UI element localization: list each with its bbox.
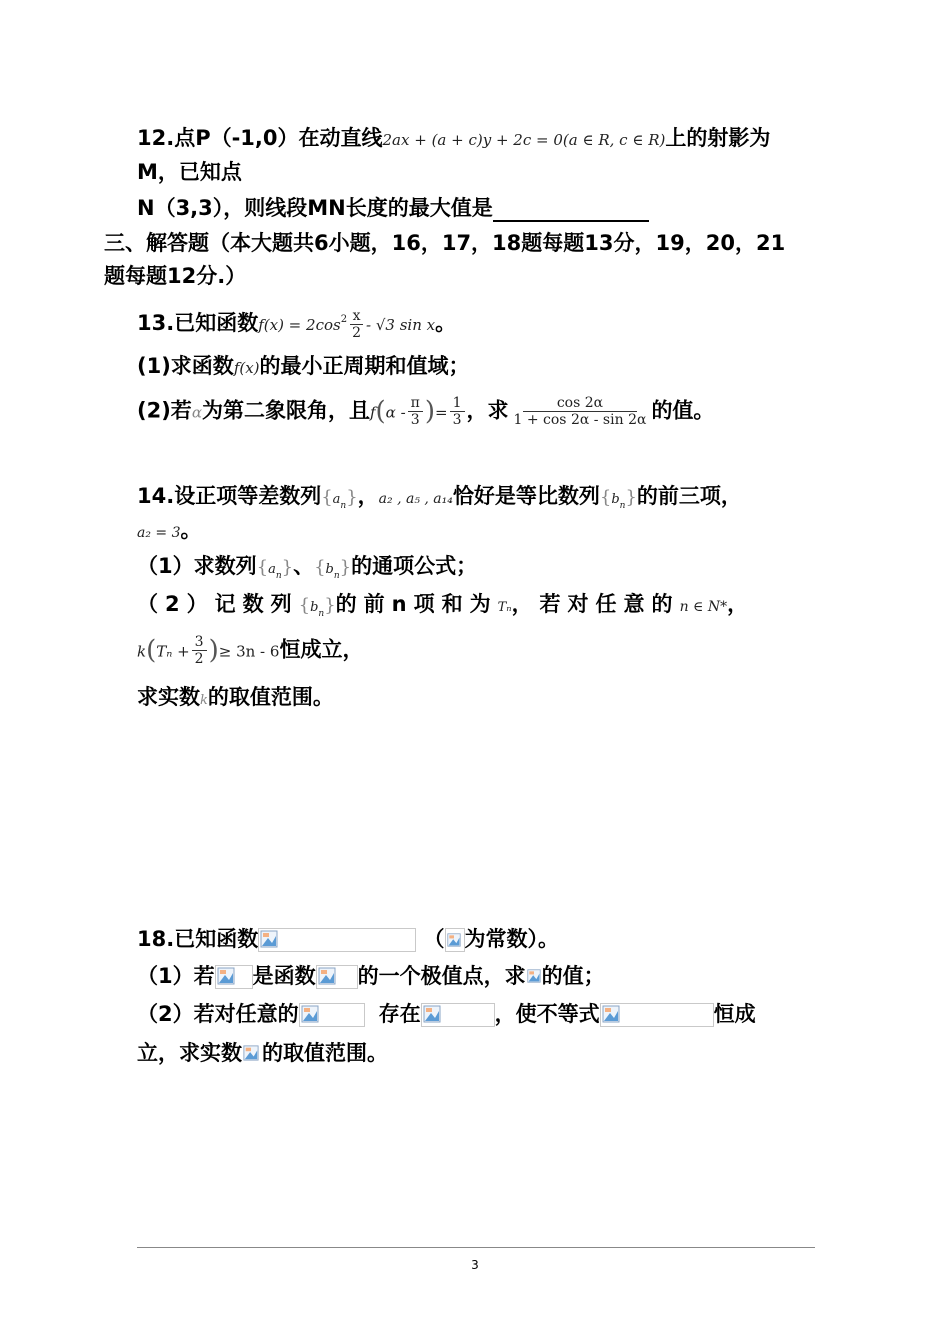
brace-open: {	[256, 557, 269, 578]
section3-heading-line1: 三、解答题（本大题共6小题，16，17，18题每题13分，19，20，21	[104, 231, 786, 255]
q14-a2-equation: a₂ = 3	[137, 525, 181, 541]
q18-p2-prefix: （2）若对任意的	[137, 1002, 299, 1026]
frac-numerator: 3	[192, 634, 207, 651]
brace-open: {	[599, 487, 612, 508]
brace-close: }	[324, 595, 336, 616]
broken-image-icon	[447, 933, 461, 947]
right-paren: )	[208, 635, 219, 666]
q18-p1-prefix: （1）若	[137, 964, 215, 988]
q14-line2	[137, 516, 202, 547]
q14-p1-end: 的通项公式；	[351, 554, 478, 578]
q13-part1	[137, 352, 470, 382]
q13-one-third-fraction	[450, 395, 465, 428]
q14-p2-comma: ，	[727, 592, 756, 616]
q14-n-in-N: n ∈ N*	[679, 599, 728, 615]
q14-an: a	[332, 492, 341, 507]
q14-part2-line1	[137, 590, 755, 628]
q12-line3	[137, 194, 649, 222]
q14-bn-sub: n	[619, 501, 626, 512]
q13-line1	[137, 306, 456, 341]
brace-close: }	[339, 557, 352, 578]
q14-p3-end: 的取值范围。	[207, 685, 334, 709]
broken-image-icon	[423, 1005, 441, 1023]
q14-p2-any: ，若对任意的	[511, 592, 680, 616]
frac-numerator: 1	[450, 395, 465, 412]
broken-image-icon	[217, 967, 235, 985]
q13-half-x-fraction	[349, 308, 364, 341]
q14-inequality: ≥ 3n - 6	[218, 642, 280, 661]
broken-image-icon	[602, 1005, 620, 1023]
brace-close: }	[281, 557, 294, 578]
broken-image-icon	[318, 967, 336, 985]
q14-p3-prefix: 求实数	[137, 685, 200, 709]
q13-period: 。	[435, 311, 457, 335]
q14-an-ref-sub: n	[275, 571, 282, 582]
q12-line2: M，已知点	[137, 160, 242, 184]
missing-formula-image	[600, 1003, 714, 1027]
q14-p2-mid: 的前n项和为	[335, 592, 498, 616]
brace-open: {	[298, 595, 311, 616]
q12-prefix: 12.点P（-1,0）在动直线	[137, 126, 383, 150]
q14-prefix: 14.设正项等差数列	[137, 484, 322, 508]
q18-part2	[137, 1000, 756, 1028]
q13-part2-prefix: (2)若	[137, 398, 192, 423]
missing-formula-image	[215, 965, 253, 989]
q14-k: k	[137, 642, 147, 661]
q13-equals: =	[435, 403, 448, 422]
q18-const-open: （	[423, 927, 445, 951]
q13-cond-alpha: α -	[385, 403, 406, 422]
q18-part3	[137, 1039, 388, 1067]
section3-heading-line2: 题每题12分.）	[104, 264, 247, 288]
q14-three-halves-fraction	[192, 634, 207, 667]
q13-cond-f: f	[369, 403, 376, 422]
q14-p1-sep: 、	[293, 554, 315, 578]
q14-part1	[137, 552, 477, 590]
q18-part1	[137, 962, 605, 990]
q13-f-lhs: f(x) = 2cos	[258, 316, 341, 334]
q14-terms: a₂ , a₅ , a₁₄	[378, 491, 453, 507]
right-paren: )	[424, 396, 435, 427]
q13-square: 2	[340, 314, 348, 325]
brace-close: }	[625, 487, 637, 508]
q13-part1-suffix: 的最小正周期和值域；	[259, 354, 470, 378]
frac-denominator: 2	[194, 651, 204, 667]
broken-image-icon	[260, 930, 278, 948]
q18-line1	[137, 925, 559, 953]
q13-part2-qiu: ，求	[466, 398, 509, 423]
q13-prefix: 13.已知函数	[137, 311, 259, 335]
frac-numerator: π	[408, 395, 423, 412]
missing-formula-image	[421, 1003, 495, 1027]
q14-part3	[137, 683, 334, 715]
q18-p1-mid2: 的一个极值点，求	[357, 964, 526, 988]
answer-blank	[493, 200, 649, 222]
q18-p2-hold: 恒成	[713, 1002, 756, 1026]
q13-ratio-fraction	[511, 395, 650, 428]
broken-image-icon	[301, 1005, 319, 1023]
brace-open: {	[314, 557, 326, 578]
frac-denominator: 1 + cos 2α - sin 2α	[513, 412, 647, 428]
q14-bn: b	[611, 492, 620, 507]
q14-bn-ref-sub: n	[333, 571, 340, 582]
q14-Tn-plus: Tₙ +	[156, 642, 190, 661]
q14-part2-line2	[137, 634, 363, 667]
frac-denominator: 2	[352, 324, 361, 341]
brace-close: }	[346, 487, 358, 508]
q14-Tn: Tₙ	[497, 600, 512, 615]
frac-denominator: 3	[452, 412, 462, 428]
left-paren: (	[375, 396, 386, 427]
q13-alpha: α	[191, 403, 202, 422]
missing-formula-image	[299, 1003, 365, 1027]
frac-denominator: 3	[410, 412, 420, 428]
q14-mid: 恰好是等比数列	[452, 484, 600, 508]
frac-numerator: x	[350, 308, 364, 325]
broken-image-icon	[243, 1045, 259, 1061]
q14-p1-prefix: （1）求数列	[137, 554, 257, 578]
q13-part1-prefix: (1)求函数	[137, 354, 234, 378]
q13-f-rhs: - √3 sin x	[366, 316, 436, 334]
q14-p2-prefix: （2）记数列	[137, 592, 299, 616]
q12-suffix: 上的射影为	[665, 126, 771, 150]
q14-comma: ，	[357, 484, 379, 508]
missing-symbol-image	[242, 1042, 262, 1066]
q18-p1-end: 的值；	[541, 964, 605, 988]
q13-part2-mid: 为第二象限角，且	[201, 398, 370, 423]
left-paren: (	[146, 635, 157, 666]
q18-p2-ineq: ，使不等式	[494, 1002, 600, 1026]
missing-symbol-image	[526, 965, 542, 989]
missing-symbol-image	[445, 928, 465, 952]
q13-part1-fx: f(x)	[233, 359, 260, 377]
q18-p2-exist: 存在	[378, 1002, 421, 1026]
q14-p3-k: k	[200, 693, 208, 708]
q14-an-sub: n	[340, 501, 347, 512]
brace-open: {	[321, 487, 333, 508]
q14-bn-ref2: b	[310, 600, 319, 615]
q12-question-text: N（3,3），则线段MN长度的最大值是	[137, 196, 493, 220]
q14-bn-ref: b	[325, 562, 334, 577]
q14-end: 的前三项，	[636, 484, 742, 508]
page-number: 3	[471, 1258, 479, 1272]
q18-const-end: 为常数）。	[464, 927, 560, 951]
q18-prefix: 18.已知函数	[137, 927, 259, 951]
q13-part2	[137, 395, 714, 428]
q14-bn-ref2-sub: n	[318, 609, 325, 620]
missing-formula-image	[316, 965, 358, 989]
footer-divider	[137, 1247, 815, 1248]
q12-line-equation: 2ax + (a + c)y + 2c = 0(a ∈ R, c ∈ R)	[382, 131, 666, 149]
q14-a2-end: 。	[180, 518, 202, 542]
q18-p3-end: 的取值范围。	[262, 1041, 388, 1065]
q13-part2-end: 的值。	[651, 398, 715, 423]
q12-line1	[137, 124, 770, 154]
broken-image-icon	[527, 969, 541, 983]
q18-p1-mid: 是函数	[252, 964, 316, 988]
q14-p2-hold: 恒成立，	[279, 637, 364, 662]
q13-pi-third-fraction	[408, 395, 423, 428]
q14-an-ref: a	[268, 562, 276, 577]
q18-p3-prefix: 立，求实数	[137, 1041, 242, 1065]
q14-line1	[137, 482, 742, 520]
missing-formula-image	[258, 928, 416, 952]
frac-numerator: cos 2α	[523, 395, 637, 412]
